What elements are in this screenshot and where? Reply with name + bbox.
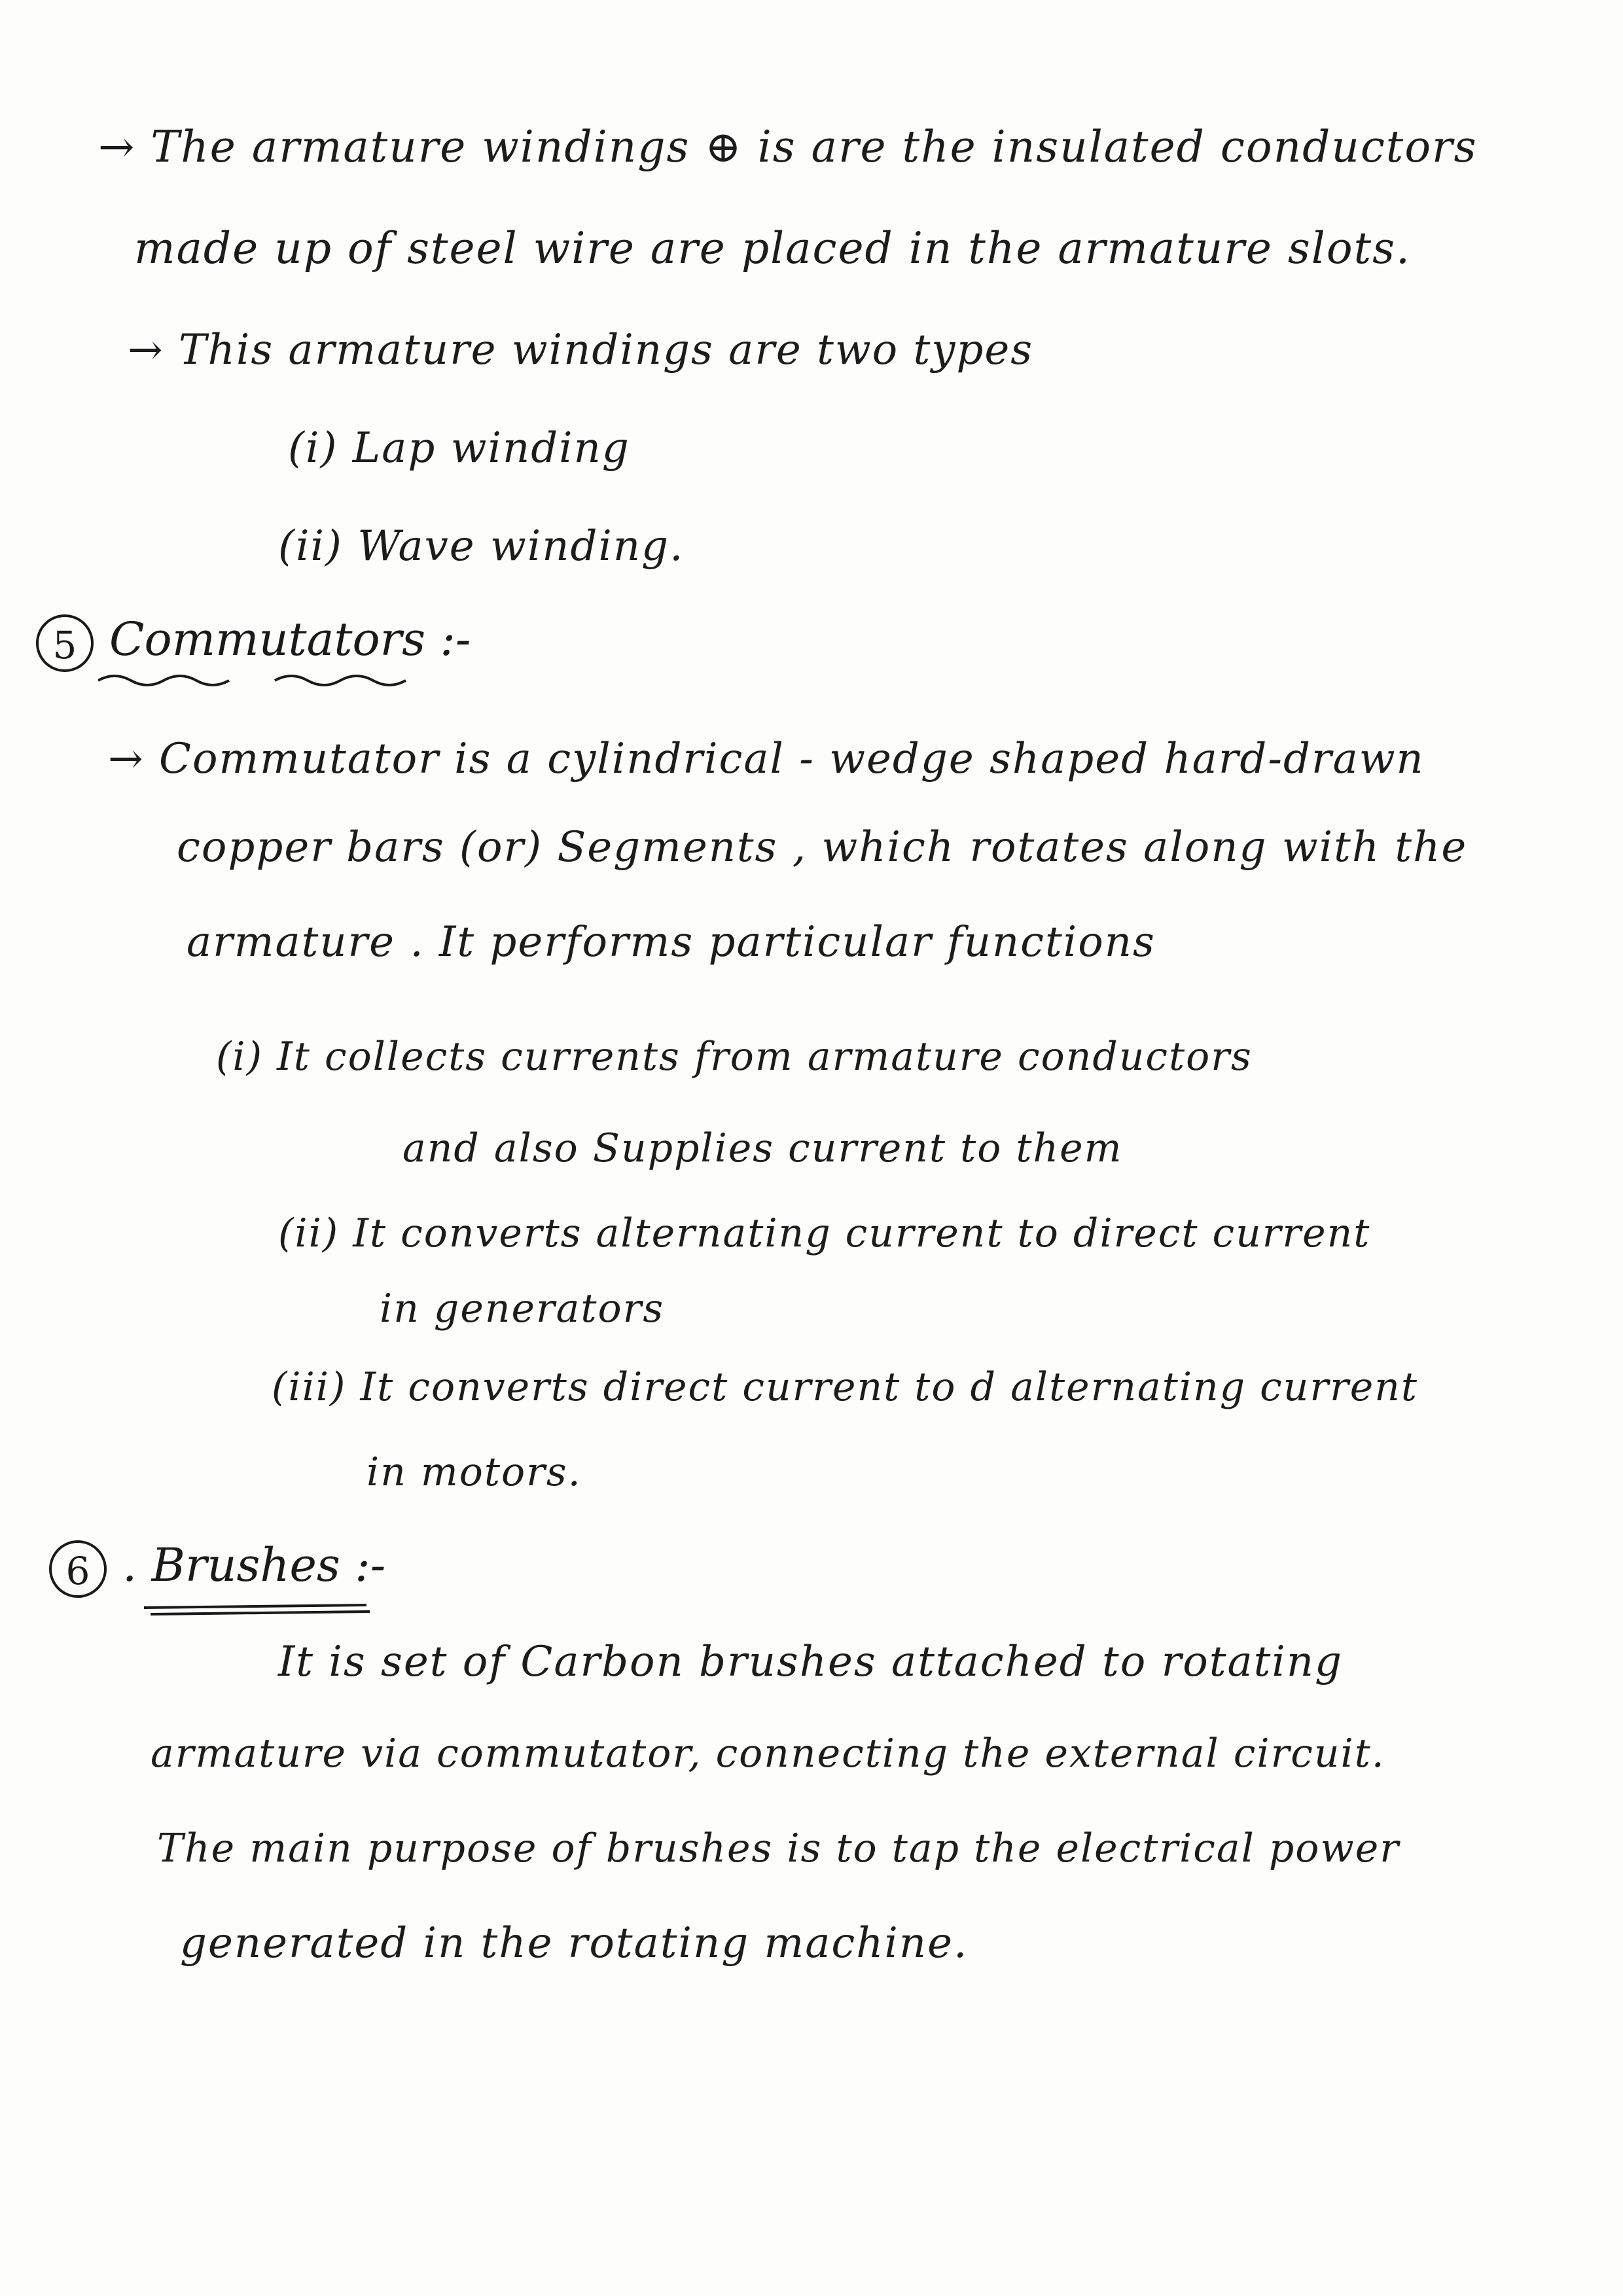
commutator-line-1: → Commutator is a cylindrical - wedge shaped hard-drawn: [108, 735, 1425, 783]
commutator-function-3b: in motors.: [366, 1449, 582, 1495]
commutator-line-3: armature . It performs particular functions: [187, 918, 1156, 966]
section-number-6: 6: [49, 1540, 107, 1598]
commutators-heading: [36, 612, 471, 672]
commutator-line-2: copper bars (or) Segments , which rotates along with the: [177, 823, 1468, 872]
winding-type-wave: (ii) Wave winding.: [278, 522, 685, 571]
brushes-title: . Brushes :-: [122, 1538, 386, 1592]
winding-type-lap: (i) Lap winding: [288, 424, 630, 472]
armature-line-2: made up of steel wire are placed in the armature slots.: [134, 223, 1411, 274]
section-number-5: 5: [36, 614, 94, 672]
commutators-underline: [98, 667, 425, 694]
commutators-title: Commutators :-: [109, 612, 471, 666]
brushes-line-1: It is set of Carbon brushes attached to rotating: [278, 1638, 1343, 1686]
armature-line-3: → This armature windings are two types: [128, 326, 1034, 374]
commutator-function-2a: (ii) It converts alternating current to direct current: [278, 1210, 1371, 1256]
brushes-heading: [49, 1538, 385, 1598]
commutator-function-1a: (i) It collects currents from armature conductors: [216, 1034, 1253, 1080]
brushes-underline: [144, 1600, 380, 1619]
brushes-line-3: The main purpose of brushes is to tap the electrical power: [157, 1826, 1400, 1871]
commutator-function-2b: in generators: [380, 1286, 665, 1332]
commutator-function-1b: and also Supplies current to them: [402, 1125, 1123, 1171]
brushes-line-2: armature via commutator, connecting the external circuit.: [151, 1731, 1385, 1776]
armature-line-1: → The armature windings ⊕ is are the insulated conductors: [98, 122, 1478, 172]
brushes-line-4: generated in the rotating machine.: [180, 1919, 969, 1968]
commutator-function-3a: (iii) It converts direct current to d alternating current: [272, 1364, 1419, 1410]
